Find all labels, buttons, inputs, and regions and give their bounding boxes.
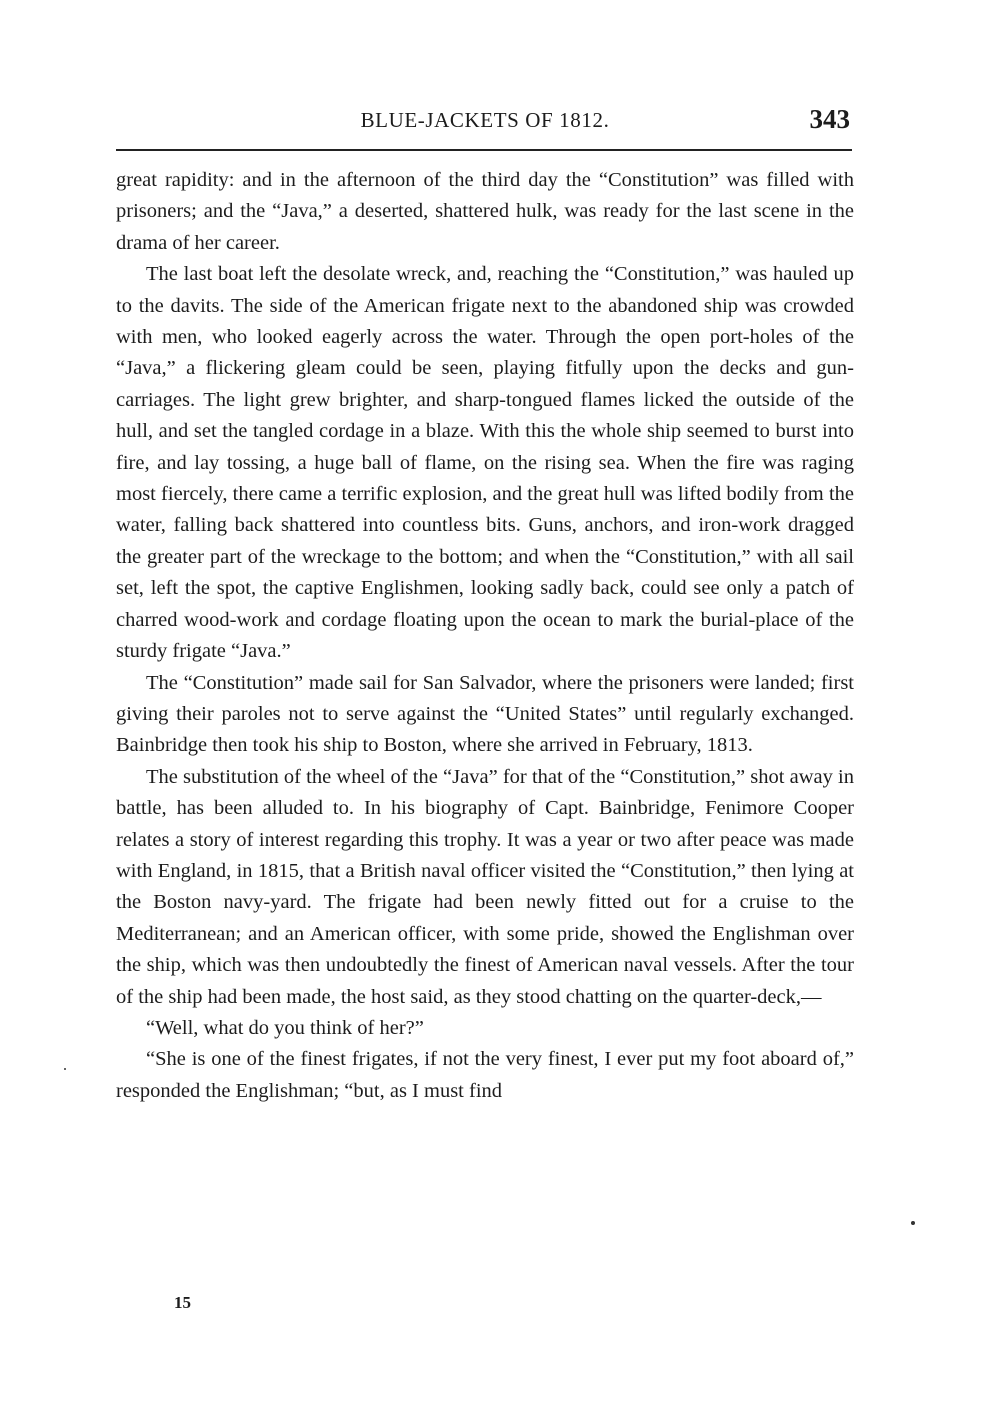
page-header — [116, 104, 854, 144]
paragraph-san-salvador: The “Constitution” made sail for San Salvador, where the prisoners were landed; first giving their paroles not to serve against the “United States” until regularly exchanged. Bainbridge then took his ship to Boston, where she arrived in February, 1813. — [116, 671, 854, 757]
page-number: 343 — [809, 104, 850, 134]
signature-mark: 15 — [174, 1293, 191, 1312]
header-rule — [116, 149, 852, 151]
margin-speck — [64, 1068, 66, 1070]
paragraph-continued: great rapidity: and in the afternoon of the third day the “Constitution” was filled with prisoners; and the “Java,” a deserted, shattered hulk, was ready for the last scene in the drama of her career. — [116, 169, 854, 254]
body-text — [116, 165, 854, 1107]
paragraph-burning-of-java: The last boat left the desolate wreck, and, reaching the “Constitution,” was hauled up to the davits. The side of the American frigate next to the abandoned ship was crowded with men, who looked eagerly across the water. Through the open port-holes of the “Java,” a flickering gleam could be seen, playing fitfully upon the decks and gun-carriages. The light grew brighter, and sharp-tongued flames licked the outside of the hull, and set the tangled cordage in a blaze. With this the whole ship seemed to burst into fire, and lay tossing, a huge ball of flame, on the rising sea. When the fire was raging most fiercely, there came a terrific explosion, and the great hull was lifted bodily from the water, falling back shattered into countless bits. Guns, anchors, and iron-work dragged the greater part of the wreckage to the bottom; and when the “Constitution,” with all sail set, left the spot, the captive Englishmen, looking sadly back, could see only a patch of charred wood-work and cordage floating upon the ocean to mark the burial-place of the sturdy frigate “Java.” — [116, 263, 854, 663]
paragraph-question: “Well, what do you think of her?” — [146, 1016, 424, 1039]
paragraph-wheel-story: The substitution of the wheel of the “Java” for that of the “Constitution,” shot away in battle, has been alluded to. In his biography of Capt. Bainbridge, Fenimore Cooper relates a story of interest regarding this trophy. It was a year or two after peace was made with England, in 1815, that a British naval officer visited the “Constitution,” then lying at the Boston navy-yard. The frigate had been newly fitted out for a cruise to the Mediterranean; and an American officer, with some pride, showed the Englishman over the ship, which was then undoubtedly the finest of American naval vessels. After the tour of the ship had been made, the host said, as they stood chatting on the quarter-deck,— — [116, 765, 854, 1008]
margin-speck — [911, 1221, 915, 1225]
running-title: BLUE-JACKETS OF 1812. — [360, 108, 610, 132]
paragraph-response: “She is one of the finest frigates, if not the very finest, I ever put my foot aboard of,” responded the Englishman; “but, as I must find — [116, 1048, 854, 1102]
